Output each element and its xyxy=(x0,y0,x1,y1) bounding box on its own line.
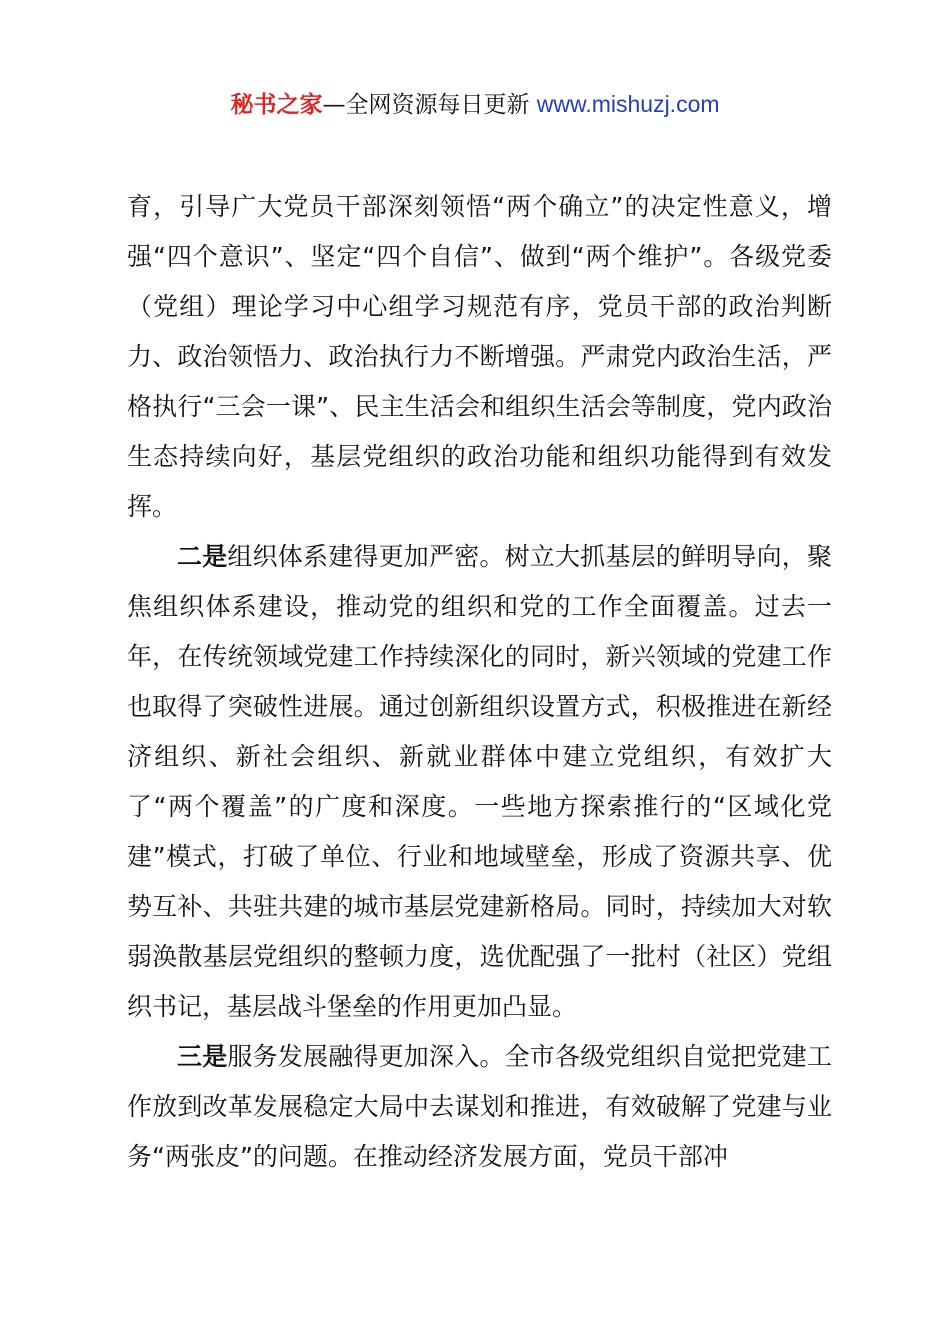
page-header xyxy=(0,88,950,121)
site-url[interactable]: www.mishuzj.com xyxy=(536,91,720,117)
document-body xyxy=(127,182,832,1182)
paragraph-service-development xyxy=(127,1032,832,1182)
paragraph-lead: 二是 xyxy=(177,542,228,571)
paragraph-text: 组织体系建得更加严密。树立大抓基层的鲜明导向，聚焦组织体系建设，推动党的组织和党的工作全面覆盖。过去一年，在传统领域党建工作持续深化的同时，新兴领域的党建工作也取得了突破性进展。通过创新组织设置方式，积极推进在新经济组织、新社会组织、新就业群体中建立党组织，有效扩大了“两个覆盖”的广度和深度。一些地方探索推行的“区域化党建”模式，打破了单位、行业和地域壁垒，形成了资源共享、优势互补、共驻共建的城市基层党建新格局。同时，持续加大对软弱涣散基层党组织的整顿力度，选优配强了一批村（社区）党组织书记，基层战斗堡垒的作用更加凸显。 xyxy=(127,542,832,1021)
paragraph-continued xyxy=(127,182,832,532)
paragraph-text: 育，引导广大党员干部深刻领悟“两个确立”的决定性意义，增强“四个意识”、坚定“四个自信”、做到“两个维护”。各级党委（党组）理论学习中心组学习规范有序，党员干部的政治判断力、政治领悟力、政治执行力不断增强。严肃党内政治生活，严格执行“三会一课”、民主生活会和组织生活会等制度，党内政治生态持续向好，基层党组织的政治功能和组织功能得到有效发挥。 xyxy=(127,192,832,521)
paragraph-text: 服务发展融得更加深入。全市各级党组织自觉把党建工作放到改革发展稳定大局中去谋划和推进，有效破解了党建与业务“两张皮”的问题。在推动经济发展方面，党员干部冲 xyxy=(127,1042,832,1171)
paragraph-organization-system xyxy=(127,532,832,1032)
header-tagline: —全网资源每日更新 xyxy=(322,92,537,118)
paragraph-lead: 三是 xyxy=(177,1042,228,1071)
brand-name: 秘书之家 xyxy=(230,92,323,118)
